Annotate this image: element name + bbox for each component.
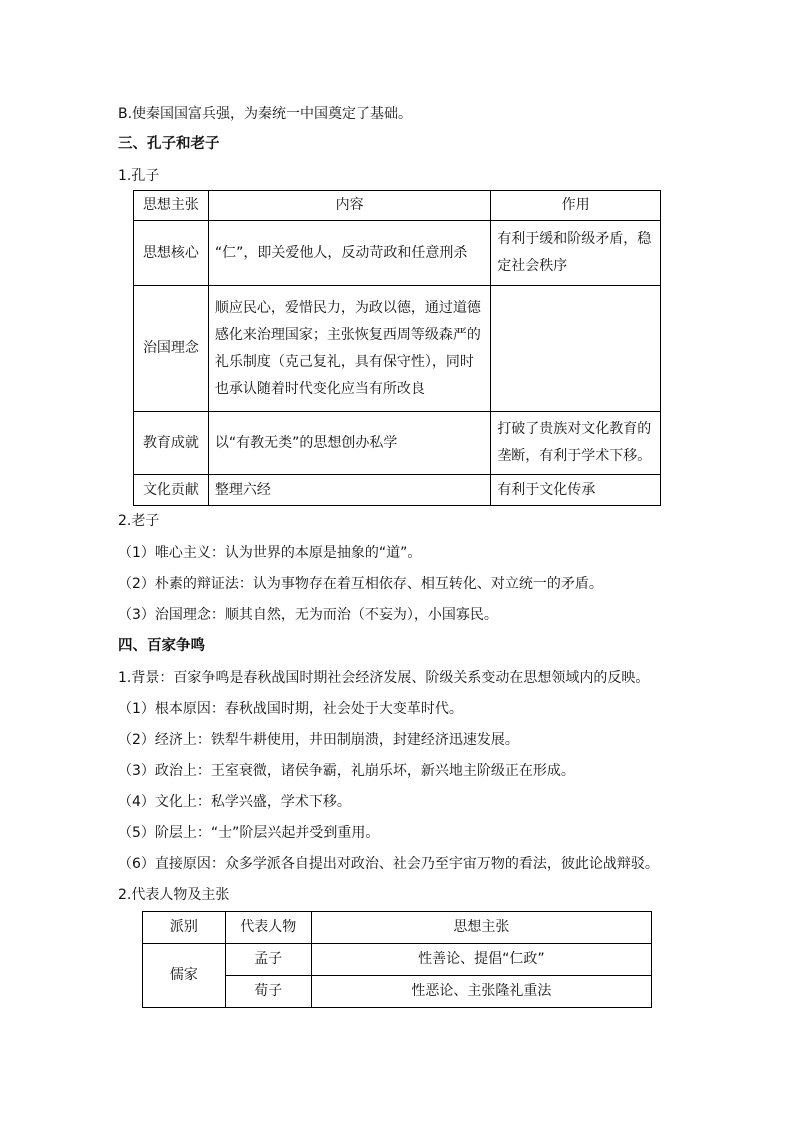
effect-cell: 有利于缓和阶级矛盾，稳定社会秩序 bbox=[491, 221, 661, 286]
content-cell: 顺应民心，爱惜民力，为政以德，通过道德感化来治理国家；主张恢复西周等级森严的礼乐制度（克己复礼，具有保守性），同时也承认随着时代变化应当有所改良 bbox=[208, 286, 490, 412]
topic-cell: 治国理念 bbox=[134, 286, 209, 412]
table-row bbox=[134, 475, 661, 506]
topic-cell: 思想核心 bbox=[134, 221, 209, 286]
effect-cell: 打破了贵族对文化教育的垄断，有利于学术下移。 bbox=[491, 412, 661, 475]
section4-heading: 四、百家争鸣 bbox=[118, 638, 205, 654]
laozi-item: （1）唯心主义：认为世界的本原是抽象的“道”。 bbox=[118, 545, 422, 561]
topic-cell: 教育成就 bbox=[134, 412, 209, 475]
laozi-item: （3）治国理念：顺其自然，无为而治（不妄为），小国寡民。 bbox=[118, 607, 498, 623]
header-cell: 内容 bbox=[208, 191, 490, 221]
table-header-row bbox=[143, 912, 652, 944]
header-cell: 派别 bbox=[143, 912, 226, 944]
content-cell: “仁”，即关爱他人，反动苛政和任意刑杀 bbox=[208, 221, 490, 286]
reason-item: （5）阶层上：“士”阶层兴起并受到重用。 bbox=[118, 825, 380, 841]
confucius-table bbox=[133, 190, 661, 506]
reps-label: 2.代表人物及主张 bbox=[118, 887, 230, 903]
table-row bbox=[143, 944, 652, 976]
table-row bbox=[134, 286, 661, 412]
reason-item: （3）政治上：王室衰微，诸侯争霸，礼崩乐坏，新兴地主阶级正在形成。 bbox=[118, 763, 575, 779]
reps-table bbox=[142, 911, 652, 1008]
reason-item: （4）文化上：私学兴盛，学术下移。 bbox=[118, 794, 351, 810]
person-cell: 孟子 bbox=[225, 944, 311, 976]
laozi-item: （2）朴素的辩证法：认为事物存在着互相依存、相互转化、对立统一的矛盾。 bbox=[118, 576, 603, 592]
header-cell: 作用 bbox=[491, 191, 661, 221]
reason-item: （1）根本原因：春秋战国时期，社会处于大变革时代。 bbox=[118, 701, 463, 717]
effect-cell bbox=[491, 286, 661, 412]
idea-cell: 性善论、提倡“仁政” bbox=[311, 944, 651, 976]
content-cell: 整理六经 bbox=[208, 475, 490, 506]
confucius-label: 1.孔子 bbox=[118, 168, 160, 184]
topic-cell: 文化贡献 bbox=[134, 475, 209, 506]
content-cell: 以“有教无类”的思想创办私学 bbox=[208, 412, 490, 475]
background-line: 1.背景：百家争鸣是春秋战国时期社会经济发展、阶级关系变动在思想领域内的反映。 bbox=[118, 670, 650, 686]
intro-line: B.使秦国国富兵强，为秦统一中国奠定了基础。 bbox=[118, 106, 413, 122]
header-cell: 思想主张 bbox=[134, 191, 209, 221]
section3-heading: 三、孔子和老子 bbox=[118, 136, 220, 152]
idea-cell: 性恶论、主张隆礼重法 bbox=[311, 976, 651, 1008]
reason-item: （2）经济上：铁犁牛耕使用，井田制崩溃，封建经济迅速发展。 bbox=[118, 732, 519, 748]
laozi-label: 2.老子 bbox=[118, 513, 160, 529]
reason-item: （6）直接原因：众多学派各自提出对政治、社会乃至宇宙万物的看法，彼此论战辩驳。 bbox=[118, 856, 659, 872]
header-cell: 代表人物 bbox=[225, 912, 311, 944]
effect-cell: 有利于文化传承 bbox=[491, 475, 661, 506]
table-row bbox=[134, 412, 661, 475]
table-header-row bbox=[134, 191, 661, 221]
person-cell: 荀子 bbox=[225, 976, 311, 1008]
table-row bbox=[134, 221, 661, 286]
school-cell: 儒家 bbox=[143, 944, 226, 1008]
header-cell: 思想主张 bbox=[311, 912, 651, 944]
